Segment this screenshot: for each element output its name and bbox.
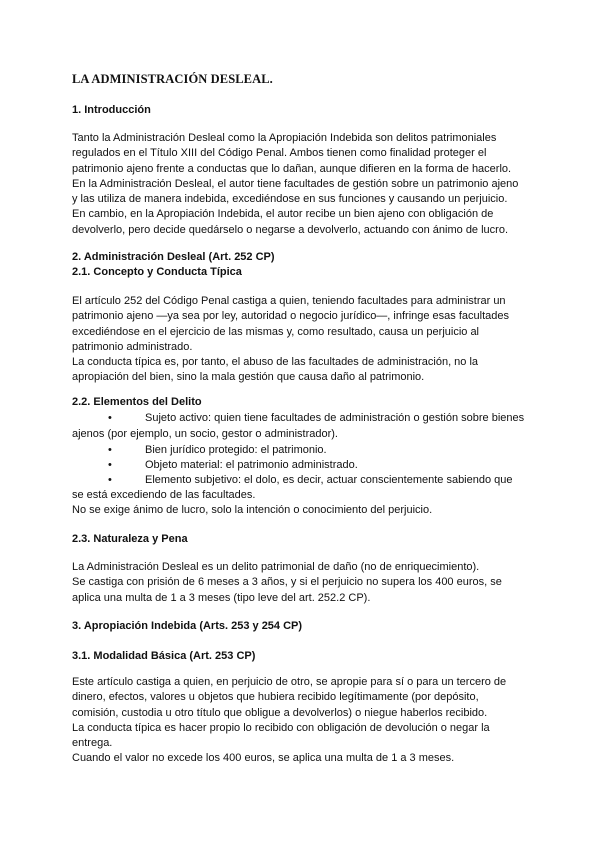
text-line: entrega.	[72, 737, 113, 750]
text-line: En la Administración Desleal, el autor tiene facultades de gestión sobre un patrimonio ajeno	[72, 177, 519, 190]
bullet-icon: •	[108, 459, 112, 471]
text-line: patrimonio administrado.	[72, 340, 193, 353]
bullet-continuation: ajenos (por ejemplo, un socio, gestor o administrador).	[72, 428, 338, 440]
text-line: comisión, custodia u otro título que obligue a devolverlos) o niegue haberlos recibido.	[72, 706, 488, 719]
text-line: La conducta típica es hacer propio lo recibido con obligación de devolución o negar la	[72, 721, 490, 734]
text-line: aplica una multa de 1 a 3 meses (tipo leve del art. 252.2 CP).	[72, 591, 371, 604]
section-1-paragraph	[72, 131, 532, 238]
text-line: Este artículo castiga a quien, en perjuicio de otro, se apropie para sí o para un tercero de	[72, 676, 507, 688]
bullet-text: Bien jurídico protegido: el patrimonio.	[145, 444, 327, 456]
text-line: patrimonio ajeno —ya sea por ley, autoridad o negocio jurídico—, infringe esas facultades	[72, 310, 509, 323]
section-2-3-paragraph	[72, 560, 532, 606]
text-line: dinero, efectos, valores u objetos que hubiera recibido legítimamente (por depósito,	[72, 691, 479, 704]
section-2-1-heading: 2.1. Concepto y Conducta Típica	[72, 266, 242, 278]
text-line: Cuando el valor no excede los 400 euros, se aplica una multa de 1 a 3 meses.	[72, 752, 455, 765]
section-2-heading: 2. Administración Desleal (Art. 252 CP)	[72, 251, 275, 263]
section-3-1-heading: 3.1. Modalidad Básica (Art. 253 CP)	[72, 650, 256, 662]
section-2-2-note: No se exige ánimo de lucro, solo la intención o conocimiento del perjuicio.	[72, 504, 433, 516]
text-line: regulados en el Título XIII del Código Penal. Ambos tienen como finalidad proteger el	[72, 147, 487, 160]
bullet-icon: •	[108, 474, 112, 486]
text-line: Se castiga con prisión de 6 meses a 3 años, y si el perjuicio no supera los 400 euros, se	[72, 576, 502, 589]
bullet-icon: •	[108, 412, 112, 424]
section-3-heading: 3. Apropiación Indebida (Arts. 253 y 254 CP)	[72, 620, 303, 632]
bullet-continuation: se está excediendo de las facultades.	[72, 489, 256, 501]
text-line: apropiación del bien, sino la mala gestión que causa daño al patrimonio.	[72, 371, 425, 384]
text-line: y las utiliza de manera indebida, excediéndose en sus funciones y causando un perjuicio.	[72, 193, 508, 206]
section-2-1-paragraph	[72, 294, 532, 386]
text-line: excediéndose en el ejercicio de las mismas y, como resultado, causa un perjuicio al	[72, 325, 480, 338]
text-line: devolverlo, pero decide quedárselo o negarse a devolverlo, actuando con ánimo de lucro.	[72, 223, 509, 236]
bullet-text: Sujeto activo: quien tiene facultades de administración o gestión sobre bienes	[145, 412, 525, 424]
document-title: LA ADMINISTRACIÓN DESLEAL.	[72, 72, 273, 86]
text-line: El artículo 252 del Código Penal castiga a quien, teniendo facultades para administrar un	[72, 295, 506, 307]
section-1-heading: 1. Introducción	[72, 104, 151, 116]
section-2-3-heading: 2.3. Naturaleza y Pena	[72, 533, 188, 545]
text-line: En cambio, en la Apropiación Indebida, el autor recibe un bien ajeno con obligación de	[72, 208, 494, 221]
text-line: La conducta típica es, por tanto, el abuso de las facultades de administración, no la	[72, 356, 479, 369]
text-line: Tanto la Administración Desleal como la Apropiación Indebida son delitos patrimoniales	[72, 132, 497, 144]
bullet-text: Elemento subjetivo: el dolo, es decir, actuar conscientemente sabiendo que	[145, 474, 513, 486]
section-2-2-heading: 2.2. Elementos del Delito	[72, 396, 202, 408]
text-line: La Administración Desleal es un delito patrimonial de daño (no de enriquecimiento).	[72, 561, 480, 573]
bullet-text: Objeto material: el patrimonio administrado.	[145, 459, 358, 471]
text-line: patrimonio ajeno frente a conductas que lo dañan, aunque difieren en la forma de hacerlo.	[72, 162, 512, 175]
section-3-1-paragraph	[72, 675, 532, 767]
bullet-icon: •	[108, 444, 112, 456]
